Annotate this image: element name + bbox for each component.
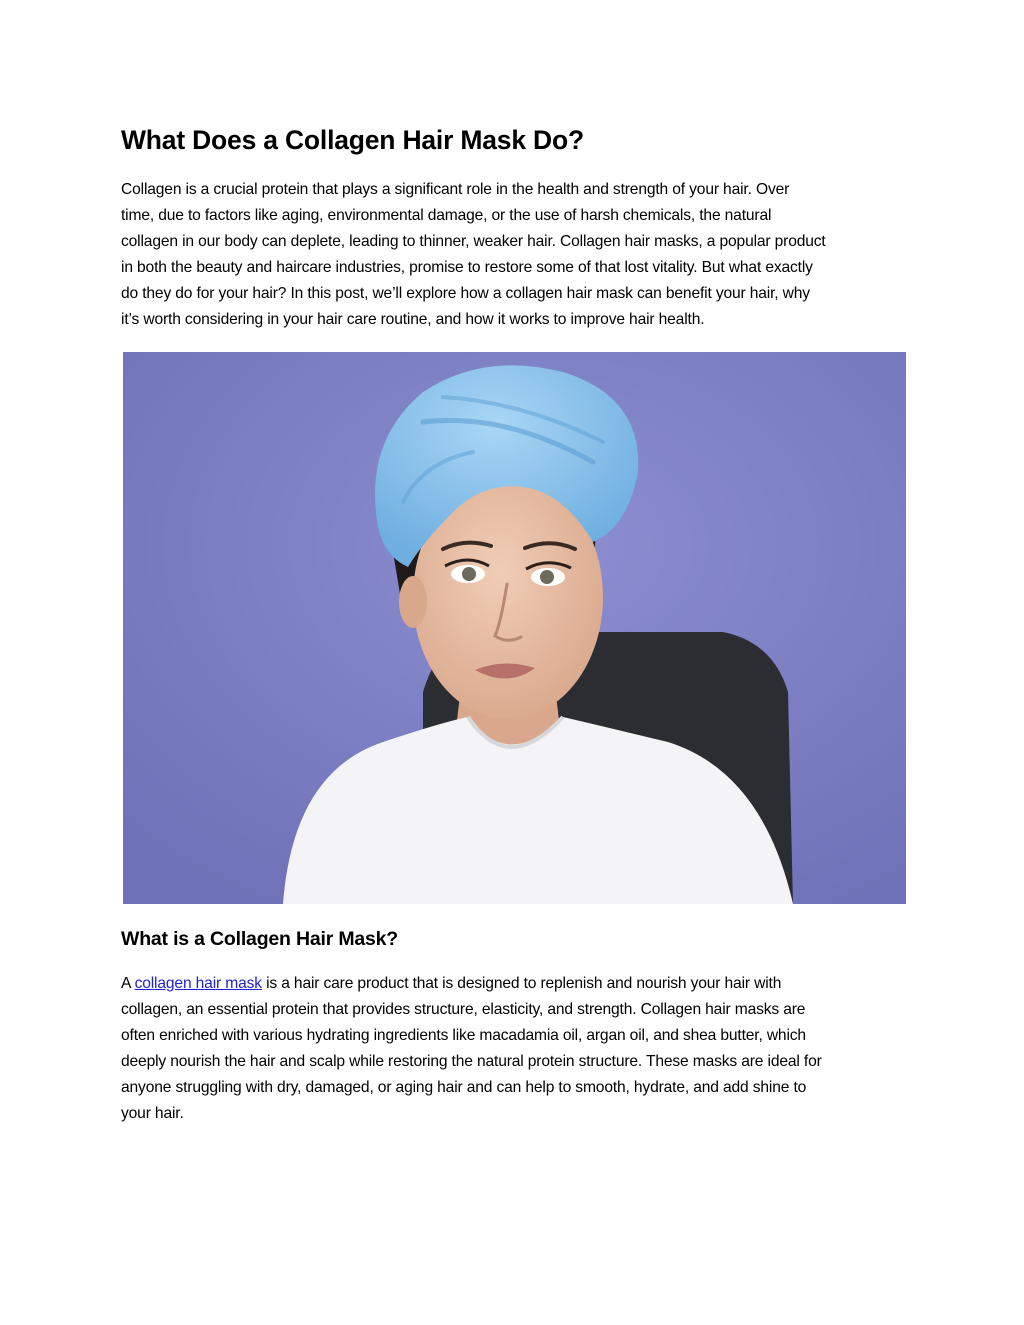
- section-line-prefix: A: [121, 975, 135, 992]
- page-title: What Does a Collagen Hair Mask Do?: [121, 125, 584, 155]
- section-heading: What is a Collagen Hair Mask?: [121, 928, 399, 950]
- section-line-suffix: is a hair care product that is designed to replenish and nourish your hair with: [261, 975, 782, 992]
- right-iris: [540, 570, 554, 584]
- ear: [399, 576, 427, 628]
- section-paragraph: [121, 971, 907, 1127]
- hero-photo: [123, 352, 906, 904]
- section-line: your hair.: [121, 1105, 184, 1122]
- intro-line: collagen in our body can deplete, leading to thinner, weaker hair. Collagen hair masks, a popular product: [121, 233, 826, 250]
- intro-paragraph: [121, 177, 907, 333]
- section-line: collagen, an essential protein that provides structure, elasticity, and strength. Collagen hair masks are: [121, 1001, 806, 1018]
- left-iris: [462, 567, 476, 581]
- intro-line: do they do for your hair? In this post, we’ll explore how a collagen hair mask can benefit your hair, why: [121, 285, 810, 302]
- section-line: [121, 971, 907, 997]
- section-line: deeply nourish the hair and scalp while restoring the natural protein structure. These masks are ideal for: [121, 1053, 822, 1070]
- intro-line: Collagen is a crucial protein that plays a significant role in the health and strength of your hair. Over: [121, 181, 790, 198]
- woman-with-towel-illustration: [123, 352, 906, 904]
- section-line: often enriched with various hydrating ingredients like macadamia oil, argan oil, and shea butter, which: [121, 1027, 806, 1044]
- intro-line: in both the beauty and haircare industries, promise to restore some of that lost vitality. But what exactly: [121, 259, 813, 276]
- collagen-hair-mask-link[interactable]: collagen hair mask: [134, 975, 262, 992]
- section-line: anyone struggling with dry, damaged, or aging hair and can help to smooth, hydrate, and add shine to: [121, 1079, 807, 1096]
- intro-line: time, due to factors like aging, environmental damage, or the use of harsh chemicals, the natural: [121, 207, 772, 224]
- intro-line: it’s worth considering in your hair care routine, and how it works to improve hair health.: [121, 311, 705, 328]
